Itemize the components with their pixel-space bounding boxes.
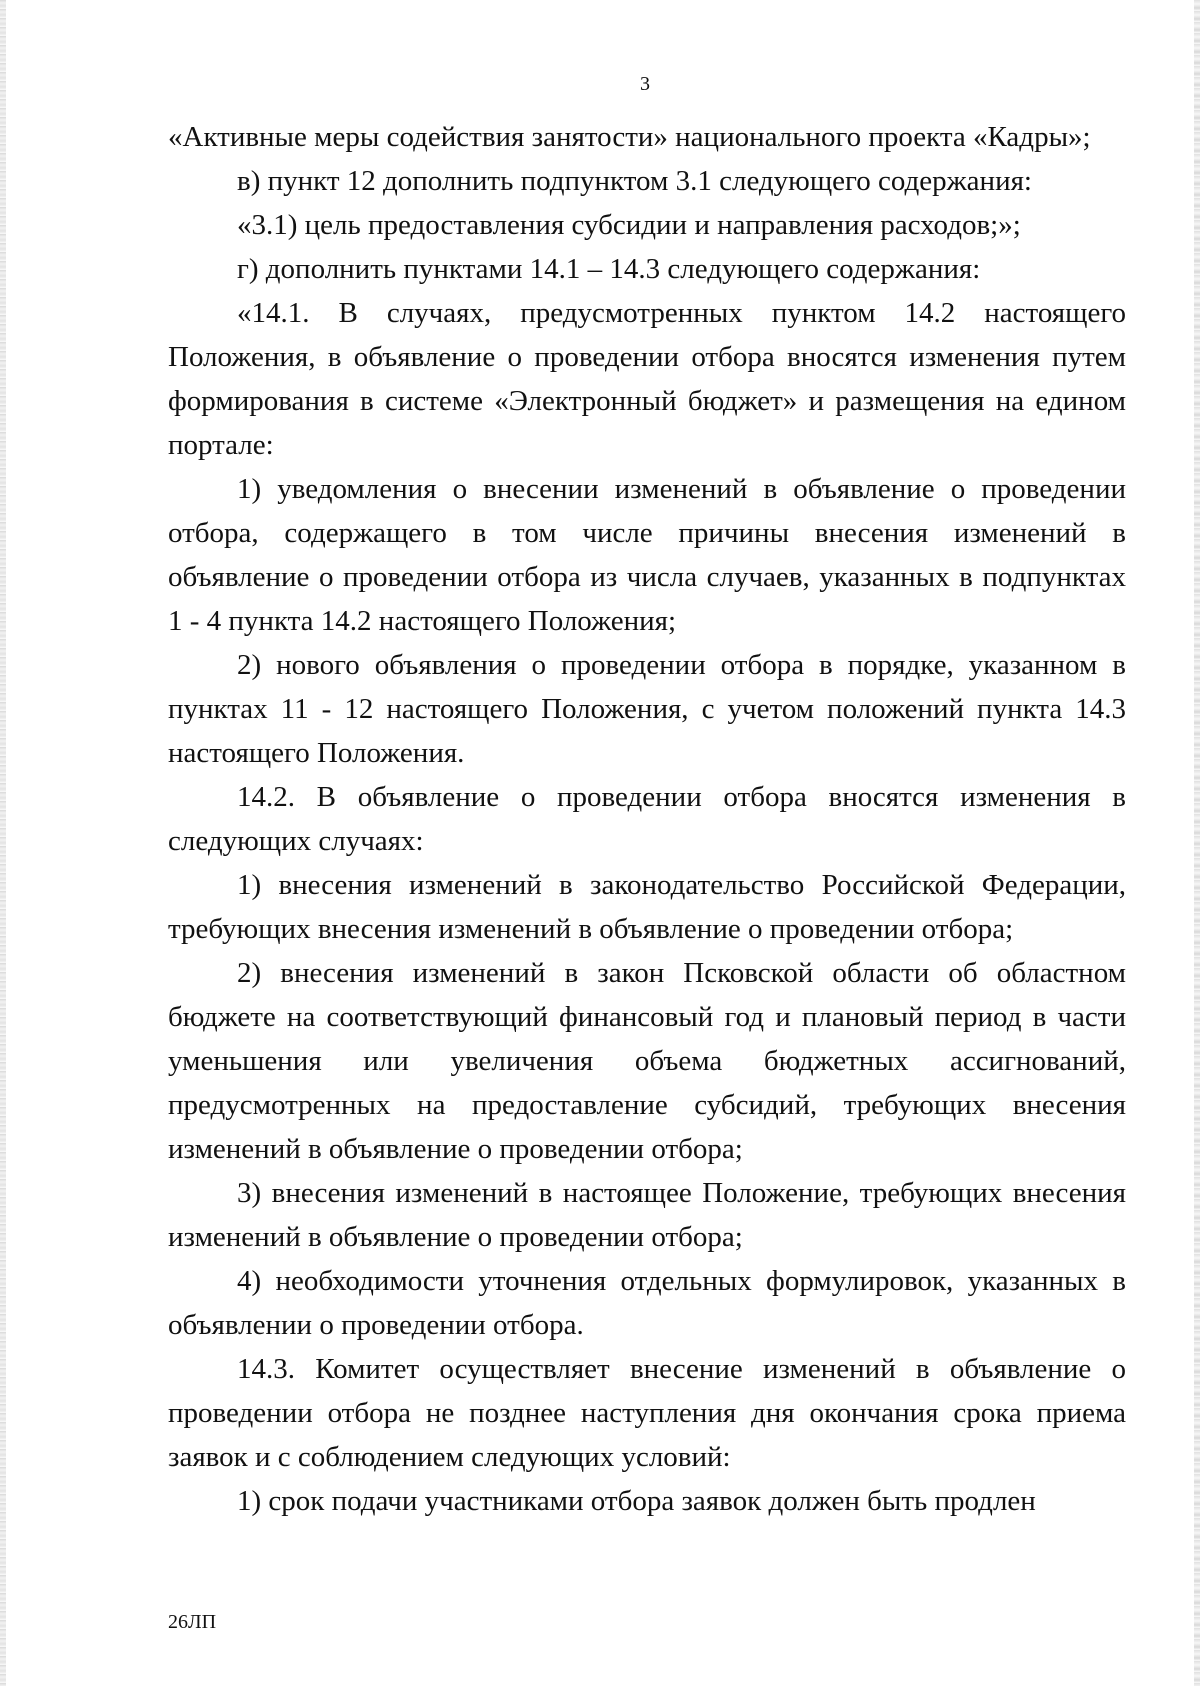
paragraph: 14.3. Комитет осуществляет внесение изменений в объявление о проведении отбора не позднее наступления дня окончания срока приема заявок и с соблюдением следующих условий:: [168, 1353, 1126, 1473]
paragraph: 2) нового объявления о проведении отбора в порядке, указанном в пунктах 11 - 12 настоящего Положения, с учетом положений пункта 14.3 настоящего Положения.: [168, 649, 1126, 769]
scan-edge-right: [1194, 0, 1200, 1686]
page-number: 3: [640, 73, 650, 95]
paragraph: 14.2. В объявление о проведении отбора вносятся изменения в следующих случаях:: [168, 781, 1126, 857]
document-body: [168, 115, 1126, 1523]
paragraph: 2) внесения изменений в закон Псковской области об областном бюджете на соответствующий финансовый год и плановый период в части уменьшения или увеличения объема бюджетных ассигнований, предусмотренных на предоставление субсидий, требующих внесения изменений в объявление о проведении отбора;: [168, 957, 1126, 1165]
paragraph: «14.1. В случаях, предусмотренных пунктом 14.2 настоящего Положения, в объявление о проведении отбора вносятся изменения путем формирования в системе «Электронный бюджет» и размещения на едином портале:: [168, 297, 1126, 461]
paragraph: «Активные меры содействия занятости» национального проекта «Кадры»;: [168, 121, 1091, 153]
paragraph: 4) необходимости уточнения отдельных формулировок, указанных в объявлении о проведении отбора.: [168, 1265, 1126, 1341]
paragraph: «3.1) цель предоставления субсидии и направления расходов;»;: [237, 209, 1021, 241]
scan-edge-left: [0, 0, 6, 1686]
paragraph: 3) внесения изменений в настоящее Положение, требующих внесения изменений в объявление о проведении отбора;: [168, 1177, 1126, 1253]
paragraph: в) пункт 12 дополнить подпунктом 3.1 следующего содержания:: [237, 165, 1032, 197]
document-code: 26ЛП: [168, 1611, 217, 1633]
paragraph: г) дополнить пунктами 14.1 – 14.3 следующего содержания:: [237, 253, 981, 285]
paragraph: 1) уведомления о внесении изменений в объявление о проведении отбора, содержащего в том числе причины внесения изменений в объявление о проведении отбора из числа случаев, указанных в подпунктах 1 - 4 пункта 14.2 настоящего Положения;: [168, 473, 1126, 637]
paragraph: 1) внесения изменений в законодательство Российской Федерации, требующих внесения изменений в объявление о проведении отбора;: [168, 869, 1126, 945]
paragraph: 1) срок подачи участниками отбора заявок должен быть продлен: [237, 1485, 1036, 1517]
